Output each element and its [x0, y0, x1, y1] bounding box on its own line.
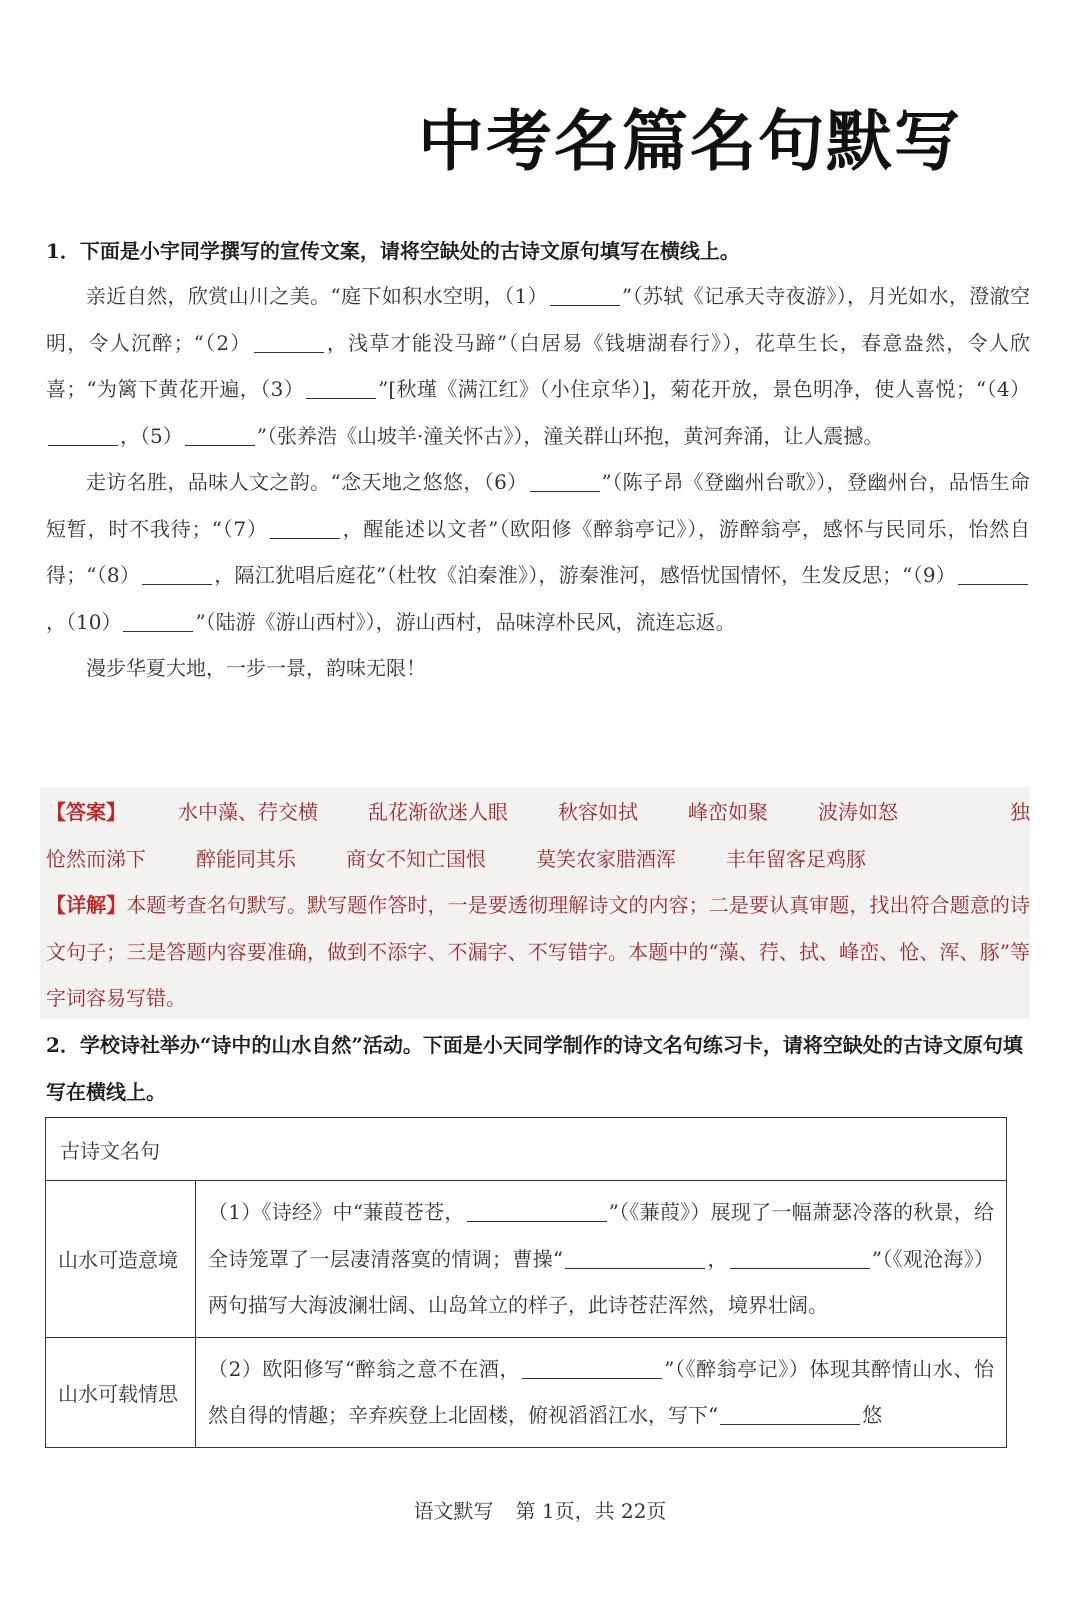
page-title: 中考名篇名句默写 [418, 103, 962, 180]
answer-blank-5[interactable] [185, 423, 255, 446]
answer-line-2 [46, 836, 1030, 883]
passage-paragraph-2: 走访名胜，品味人文之韵。“念天地之悠悠，（6） ”（陈子昂《登幽州台歌》），登幽州台，品悟生命短暂，时不我待；“（7） ，醒能述以文者”（欧阳修《醉翁亭记》），游醉翁亭，感怀与民同乐，怡然自得；“（8） ，隔江犹唱后庭花”（杜牧《泊秦淮》），游秦淮河，感悟忧国情怀，生发反思；“（9），（10） ”（陆游《游山西村》），游山西村，品味淳朴民风，流连忘返。 [46, 470, 1030, 634]
answer-blank-1[interactable] [550, 283, 620, 306]
answer-blank-7[interactable] [270, 516, 340, 539]
answer-section [46, 789, 1030, 1022]
row-content: （2）欧阳修写“醉翁之意不在酒， ”（《醉翁亭记》）体现其醉情山水、怡然自得的情趣；辛弃疾登上北固楼，俯视滔滔江水，写下“ 悠 [196, 1337, 1007, 1447]
answer-blank[interactable] [522, 1356, 662, 1379]
detail-explanation: 【详解】本题考查名句默写。默写题作答时，一是要透彻理解诗文的内容；二是要认真审题，找出符合题意的诗文句子；三是答题内容要准确，做到不添字、不漏字、不写错字。本题中的“藻、荇、拭、峰峦、怆、浑、豚”等字词容易写错。 [46, 893, 1031, 1010]
answer-blank[interactable] [467, 1199, 607, 1222]
question-1-heading: 1．下面是小宇同学撰写的宣传文案，请将空缺处的古诗文原句填写在横线上。 [46, 239, 740, 263]
answer-item: 波涛如怒 [818, 800, 898, 824]
answer-blank[interactable] [730, 1246, 870, 1269]
table-title: 古诗文名句 [46, 1118, 1007, 1181]
answer-blank-2[interactable] [254, 330, 324, 353]
answer-item: 水中藻、荇交横 [178, 800, 318, 824]
footer-subject: 语文默写 [413, 1499, 494, 1523]
answer-item: 醉能同其乐 [196, 846, 296, 871]
question-2-heading: 2．学校诗社举办“诗中的山水自然”活动。下面是小天同学制作的诗文名句练习卡，请将空缺处的古诗文原句填写在横线上。 [46, 1033, 1023, 1104]
answer-tag: 【答案】 [46, 800, 126, 824]
answer-item: 丰年留客足鸡豚 [726, 846, 866, 871]
row-content: （1）《诗经》中“蒹葭苍苍， ”（《蒹葭》）展现了一幅萧瑟冷落的秋景，给全诗笼罩了一层凄清落寞的情调；曹操“ ， ”（《观沧海》）两句描写大海波澜壮阔、山岛耸立的样子，此诗苍茫浑然，境界壮阔。 [196, 1181, 1007, 1338]
practice-card-table [45, 1117, 1007, 1448]
answer-blank-10[interactable] [123, 609, 193, 632]
answer-item-part: 独 [1010, 800, 1030, 824]
answer-item: 莫笑农家腊酒浑 [536, 846, 676, 871]
question-1-passage [46, 273, 1030, 692]
page-footer [0, 1495, 1080, 1524]
answer-blank[interactable] [720, 1402, 860, 1425]
passage-paragraph-3: 漫步华夏大地，一步一景，韵味无限！ [86, 656, 426, 680]
answer-blank-8[interactable] [142, 562, 212, 585]
passage-paragraph-1: 亲近自然，欣赏山川之美。“庭下如积水空明，（1） ”（苏轼《记承天寺夜游》），月光如水，澄澈空明，令人沉醉；“（2） ，浅草才能没马蹄”（白居易《钱塘湖春行》），花草生长，春意盎然，令人欣喜；“为篱下黄花开遍，（3） ”[秋瑾《满江红》（小住京华）]，菊花开放，景色明净，使人喜悦；“（4），（5） ”（张养浩《山坡羊·潼关怀古》），潼关群山环抱，黄河奔涌，让人震撼。 [46, 284, 1031, 448]
answer-blank-3[interactable] [306, 376, 376, 399]
answer-blank-4[interactable] [48, 423, 118, 446]
answer-blank-9[interactable] [958, 562, 1028, 585]
detail-tag: 【详解】 [46, 893, 127, 917]
answer-blank[interactable] [565, 1246, 705, 1269]
row-label: 山水可造意境 [46, 1181, 196, 1338]
answer-item: 峰峦如聚 [688, 800, 768, 824]
answer-item-part: 怆然而涕下 [46, 846, 146, 871]
answer-blank-6[interactable] [530, 469, 600, 492]
answer-item: 秋容如拭 [558, 800, 638, 824]
footer-page-number: 第 1页，共 22页 [515, 1499, 667, 1523]
answer-item: 乱花渐欲迷人眼 [368, 800, 508, 824]
row-label: 山水可载情思 [46, 1337, 196, 1447]
answer-item: 商女不知亡国恨 [346, 846, 486, 871]
answer-line-1 [46, 789, 1030, 836]
